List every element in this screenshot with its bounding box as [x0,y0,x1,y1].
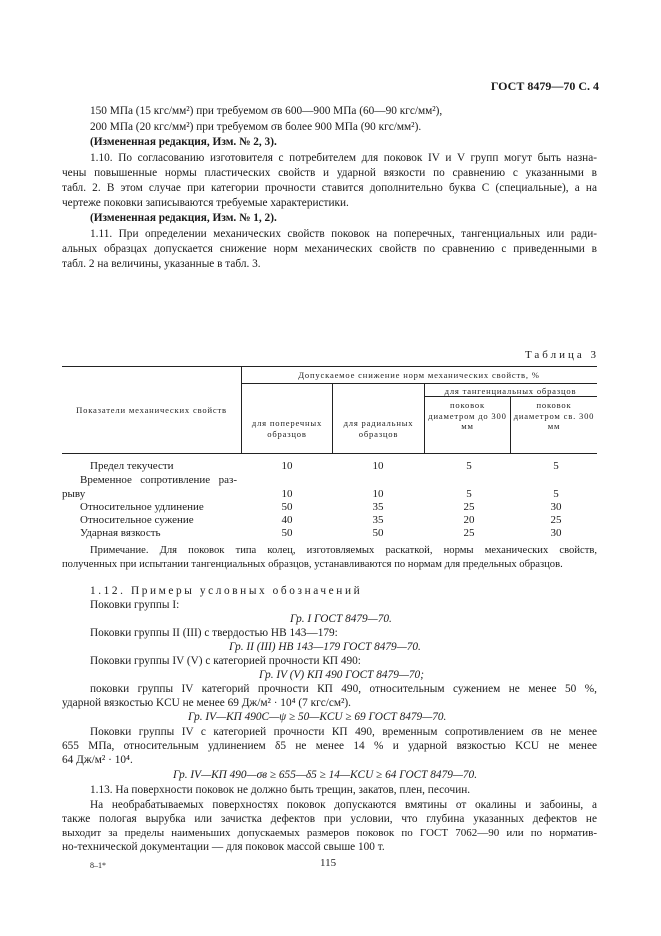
text-line: выходит за пределы наименьших допускаемых размеров поковок по ГОСТ 7062—90 или по норматив- [62,827,597,839]
table-cell: 5 [553,488,559,500]
designation-code: Гр. I ГОСТ 8479—70. [290,613,392,625]
examples-heading: 1.12. Примеры условных обозначений [90,585,363,597]
table-cell: 20 [463,514,475,526]
text-line: Поковки группы II (III) с твердостью НВ 143—179: [90,627,338,639]
text-line: табл. 2. В этом случае при категории прочности ставится дополнительно буква С (специальные), а на [62,182,597,194]
page-number: 115 [320,857,337,869]
table-note: Примечание. Для поковок типа колец, изготовляемых раскаткой, нормы механических свойств, [90,545,597,556]
table-row-label: Относительное удлинение [80,501,204,513]
text-line: 200 МПа (20 кгс/мм²) при требуемом σв более 900 МПа (90 кгс/мм²). [90,121,422,133]
table-cell: 25 [463,527,475,539]
table-header-tangential: для тангенциальных образцов [444,386,577,396]
table-vline [510,396,511,453]
table-row-label: Ударная вязкость [80,527,161,539]
text-line: На необрабатываемых поверхностях поковок допускаются вмятины от окалины и забоины, а [90,799,597,811]
table-cell: 10 [372,488,384,500]
text-line: поковки группы IV категорий прочности КП 490, относительным сужением не менее 50 %, [90,683,597,695]
table-cell: 25 [463,501,475,513]
table-rule [241,383,597,384]
text-line: ударной вязкостью KCU не менее 69 Дж/м² · 10⁴ (7 кгс/см²). [62,697,352,709]
page-header: ГОСТ 8479—70 С. 4 [490,79,599,93]
text-line: Поковки группы I: [90,599,180,611]
table-header-tang-large: поковок диаметром св. 300 мм [513,400,595,431]
text-line: 1.13. На поверхности поковок не должно быть трещин, закатов, плен, песочин. [90,784,471,796]
table-cell: 40 [281,514,293,526]
table-cell: 5 [466,460,472,472]
table-vline [424,383,425,453]
text-line: 655 МПа, относительным удлинением δ5 не менее 14 % и ударной вязкостью KCU не менее [62,740,597,752]
table-cell: 50 [281,501,293,513]
table-row-label: Временное сопротивление раз- [80,474,237,486]
table-cell: 50 [281,527,293,539]
table-vline [332,383,333,453]
table-cell: 25 [550,514,562,526]
text-line: альных образцах допускается снижение норм механических свойств по сравнению с приведенными в [62,243,597,255]
designation-code: Гр. IV—КП 490—σв ≥ 655—δ5 ≥ 14—KCU ≥ 64 ГОСТ 8479—70. [173,769,478,781]
designation-code: Гр. IV (V) КП 490 ГОСТ 8479—70; [259,669,424,681]
table-header-main: Показатели механических свойств [76,405,227,415]
text-line: чены повышенные нормы пластических свойств и ударной вязкости по сравнению с указанными в [62,167,597,179]
text-line: также пологая вырубка или зачистка дефектов при условии, что глубина указанных дефектов не [62,813,597,825]
table-vline [241,366,242,453]
table-cell: 35 [372,514,384,526]
table-cell: 10 [281,460,293,472]
edit-note: (Измененная редакция, Изм. № 2, 3). [90,136,277,148]
text-line: Поковки группы IV (V) с категорией прочности КП 490: [90,655,361,667]
text-line: 1.11. При определении механических свойств поковок на поперечных, тангенциальных или ради- [90,228,597,240]
edit-note: (Измененная редакция, Изм. № 1, 2). [90,212,277,224]
table-row-label: Предел текучести [90,460,174,472]
table-cell: 35 [372,501,384,513]
table-header-radial: для радиальных образцов [343,418,414,439]
table-rule-top [62,366,597,367]
designation-code: Гр. II (III) НВ 143—179 ГОСТ 8479—70. [229,641,421,653]
text-line: табл. 2 на величины, указанные в табл. 3. [62,258,261,270]
text-line: Поковки группы IV с категорией прочности КП 490, временным сопротивлением σв не менее [90,726,597,738]
designation-code: Гр. IV—КП 490С—ψ ≥ 50—KCU ≥ 69 ГОСТ 8479—70. [188,711,447,723]
text-line: 64 Дж/м² · 10⁴. [62,754,133,766]
table-row-label: рыву [62,488,86,500]
table-row-label: Относительное сужение [80,514,194,526]
text-line: чертеже поковки записываются требуемые характеристики. [62,197,349,209]
text-line: 150 МПа (15 кгс/мм²) при требуемом σв 600—900 МПа (60—90 кгс/мм²), [90,105,443,117]
text-line: 1.10. По согласованию изготовителя с потребителем для поковок IV и V групп могут быть назна- [90,152,597,164]
table-note: полученных при испытании тангенциальных образцов, устанавливаются по нормам для предельных образцов. [62,559,563,570]
table-cell: 50 [372,527,384,539]
table-cell: 10 [281,488,293,500]
table-cell: 5 [553,460,559,472]
table-cell: 10 [372,460,384,472]
table-rule-header-bottom [62,453,597,454]
text-line: но-технической документации — для поковок массой свыше 100 т. [62,841,385,853]
table-header-group: Допускаемое снижение норм механических свойств, % [298,370,540,380]
footer-mark: 8–1* [90,861,106,870]
table-header-transverse: для поперечных образцов [251,418,323,439]
table-header-tang-small: поковок диаметром до 300 мм [428,400,507,431]
table-cell: 30 [550,501,562,513]
table-caption: Таблица 3 [524,349,599,361]
table-cell: 30 [550,527,562,539]
table-cell: 5 [466,488,472,500]
